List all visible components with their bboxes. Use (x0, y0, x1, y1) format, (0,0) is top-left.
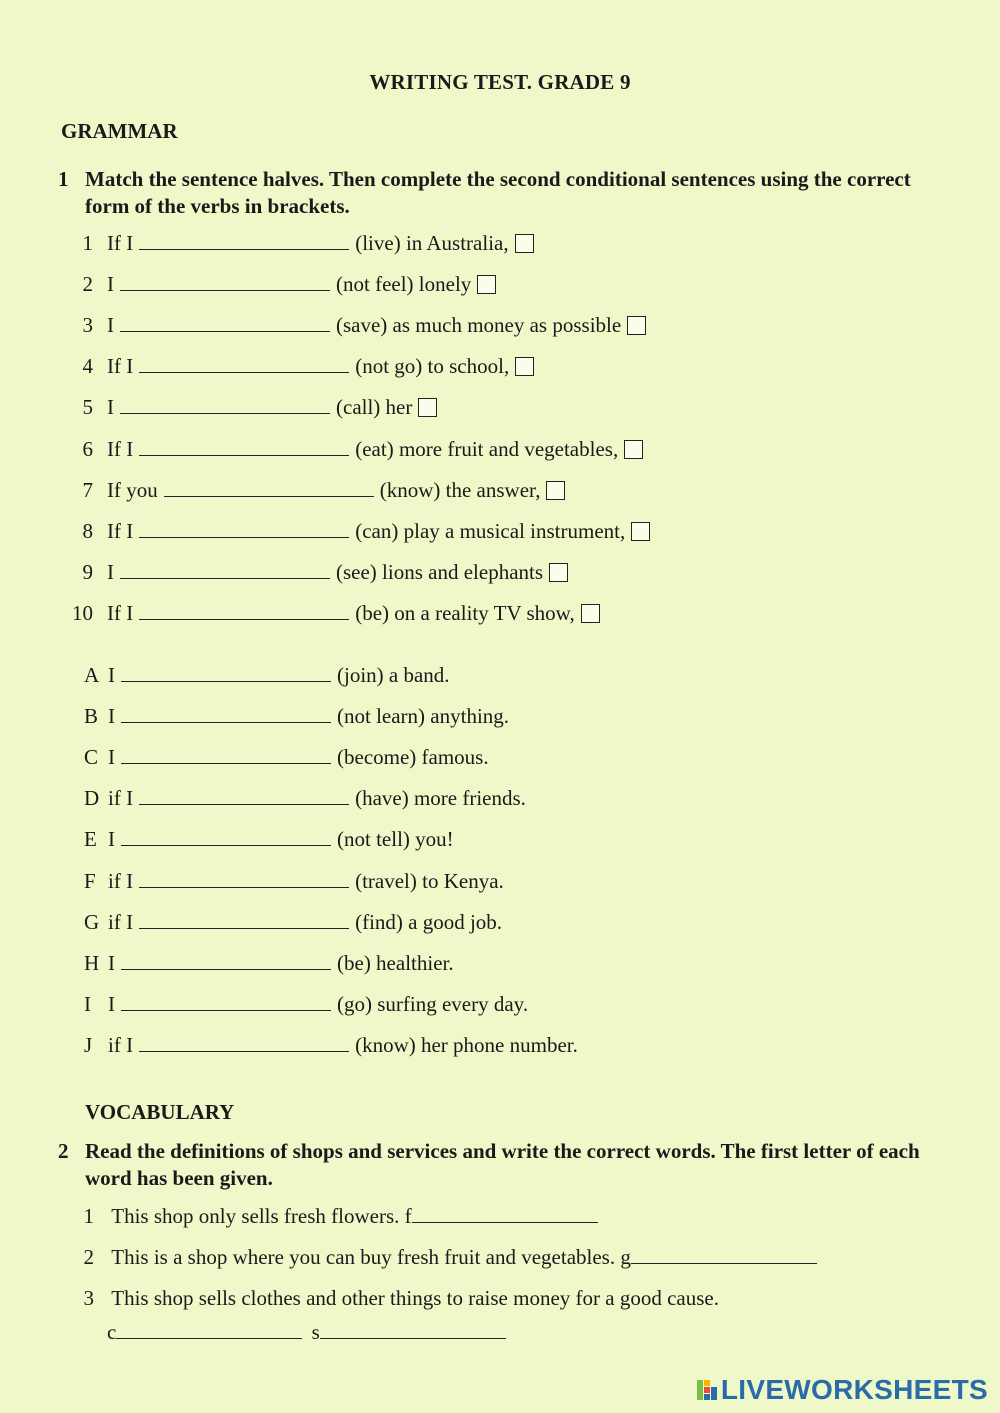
answer-blank[interactable] (320, 1318, 506, 1339)
item-number: 8 (82, 518, 93, 543)
item-letter: G (84, 909, 100, 934)
item-letter: B (84, 704, 99, 729)
sentence-first-half (66, 270, 496, 298)
first-letter: s (311, 1320, 320, 1344)
sentence-start: if I (108, 786, 134, 811)
verb-hint: (see) lions and elephants (336, 559, 544, 584)
verb-blank[interactable] (120, 558, 330, 579)
verb-blank[interactable] (121, 949, 331, 970)
item-letter: A (84, 663, 100, 687)
sentence-start: I (107, 395, 114, 420)
sentence-start: If I (107, 231, 134, 255)
verb-blank[interactable] (121, 702, 331, 723)
sentence-first-half (66, 435, 643, 463)
answer-blank[interactable] (412, 1202, 598, 1223)
item-text: This is a shop where you can buy fresh fruit and vegetables. g (111, 1245, 631, 1269)
sentence-first-half (66, 517, 650, 545)
verb-hint: (not feel) lonely (336, 272, 472, 297)
sentence-first-half (66, 599, 600, 627)
verb-blank[interactable] (121, 661, 331, 682)
verb-blank[interactable] (139, 867, 349, 888)
verb-hint: (know) the answer, (379, 477, 541, 502)
sentence-start: I (108, 704, 115, 729)
answer-blank[interactable] (116, 1318, 302, 1339)
verb-hint: (can) play a musical instrument, (355, 518, 626, 543)
sentence-start: I (107, 272, 114, 297)
verb-hint: (not learn) anything. (337, 704, 510, 729)
sentence-start: I (108, 827, 115, 852)
verb-blank[interactable] (139, 784, 349, 805)
verb-blank[interactable] (120, 270, 330, 291)
verb-blank[interactable] (120, 393, 330, 414)
verb-blank[interactable] (139, 1031, 349, 1052)
verb-hint: (not tell) you! (337, 827, 454, 852)
sentence-start: I (107, 313, 114, 338)
verb-hint: (be) healthier. (337, 950, 454, 975)
item-number: 10 (72, 600, 93, 625)
vocab-item-3-answers (107, 1318, 506, 1346)
item-letter: J (84, 1032, 93, 1057)
task-number: 2 (58, 1139, 69, 1163)
item-letter: H (84, 950, 100, 975)
vocab-item (82, 1284, 719, 1312)
sentence-second-half (84, 825, 454, 853)
task-text: Match the sentence halves. Then complete the second conditional sentences using the correct form of the verbs in brackets. (85, 167, 911, 218)
match-box[interactable] (631, 522, 650, 541)
vocabulary-heading: VOCABULARY (85, 1100, 235, 1124)
task-number: 1 (58, 167, 69, 191)
first-letter: c (107, 1320, 117, 1344)
match-box[interactable] (549, 563, 568, 582)
sentence-start: if I (108, 1032, 134, 1057)
verb-hint: (have) more friends. (355, 786, 526, 811)
item-number: 6 (82, 436, 93, 461)
sentence-second-half (84, 949, 454, 977)
item-number: 2 (83, 1245, 94, 1269)
match-box[interactable] (624, 440, 643, 459)
sentence-second-half (84, 1031, 578, 1059)
task-text: Read the definitions of shops and services and write the correct words. The first letter of each word has been given. (85, 1139, 920, 1190)
sentence-start: if I (108, 868, 134, 893)
match-box[interactable] (581, 604, 600, 623)
verb-hint: (be) on a reality TV show, (355, 600, 575, 625)
sentence-start: If I (107, 518, 134, 543)
match-box[interactable] (515, 234, 534, 253)
match-box[interactable] (515, 357, 534, 376)
sentence-first-half (66, 229, 534, 257)
match-box[interactable] (627, 316, 646, 335)
sentence-first-half (66, 352, 534, 380)
sentence-second-half (84, 784, 526, 812)
verb-hint: (find) a good job. (355, 909, 503, 934)
verb-blank[interactable] (164, 476, 374, 497)
grammar-instruction (58, 166, 958, 220)
verb-blank[interactable] (121, 990, 331, 1011)
sentence-first-half (66, 311, 646, 339)
item-letter: E (84, 827, 97, 852)
verb-blank[interactable] (139, 908, 349, 929)
verb-hint: (live) in Australia, (355, 231, 509, 255)
item-number: 1 (82, 231, 93, 255)
verb-blank[interactable] (139, 435, 349, 456)
item-letter: D (84, 786, 100, 811)
logo-icon (697, 1378, 719, 1402)
sentence-second-half (84, 661, 450, 689)
item-number: 3 (82, 313, 93, 338)
sentence-start: If I (107, 354, 134, 379)
verb-hint: (eat) more fruit and vegetables, (355, 436, 619, 461)
match-box[interactable] (546, 481, 565, 500)
answer-blank[interactable] (631, 1243, 817, 1264)
sentence-start: I (108, 991, 115, 1016)
sentence-first-half (66, 393, 437, 421)
sentence-start: If you (107, 477, 158, 502)
sentence-second-half (84, 743, 489, 771)
item-number: 2 (82, 272, 93, 297)
verb-blank[interactable] (139, 352, 349, 373)
sentence-start: I (108, 950, 115, 975)
item-text: This shop sells clothes and other things to raise money for a good cause. (111, 1286, 719, 1310)
verb-blank[interactable] (121, 825, 331, 846)
verb-hint: (call) her (336, 395, 413, 420)
sentence-first-half (66, 558, 568, 586)
vocab-item (82, 1243, 817, 1271)
item-letter: I (84, 991, 91, 1016)
item-number: 9 (82, 559, 93, 584)
verb-blank[interactable] (121, 743, 331, 764)
item-number: 4 (82, 354, 93, 379)
grammar-heading: GRAMMAR (61, 119, 178, 143)
sentence-second-half (84, 908, 502, 936)
logo-text: LIVEWORKSHEETS (720, 1374, 988, 1405)
verb-hint: (not go) to school, (355, 354, 510, 379)
verb-hint: (become) famous. (337, 745, 489, 770)
match-box[interactable] (418, 398, 437, 417)
vocabulary-instruction (58, 1138, 958, 1192)
sentence-start: I (107, 559, 114, 584)
liveworksheets-logo (697, 1374, 988, 1406)
verb-blank[interactable] (139, 599, 349, 620)
item-letter: C (84, 745, 99, 770)
verb-blank[interactable] (139, 229, 349, 250)
sentence-start: If I (107, 436, 134, 461)
item-number: 5 (82, 395, 93, 420)
verb-hint: (save) as much money as possible (336, 313, 622, 338)
sentence-start: if I (108, 909, 134, 934)
verb-blank[interactable] (139, 517, 349, 538)
sentence-second-half (84, 702, 509, 730)
vocab-item (82, 1202, 598, 1230)
item-number: 1 (83, 1204, 94, 1228)
item-number: 3 (83, 1286, 94, 1310)
sentence-second-half (84, 867, 504, 895)
verb-hint: (join) a band. (337, 663, 450, 687)
verb-hint: (travel) to Kenya. (355, 868, 504, 893)
item-letter: F (84, 868, 96, 893)
verb-hint: (know) her phone number. (355, 1032, 578, 1057)
sentence-start: If I (107, 600, 134, 625)
item-text: This shop only sells fresh flowers. f (111, 1204, 412, 1228)
item-number: 7 (82, 477, 93, 502)
verb-blank[interactable] (120, 311, 330, 332)
page-title: WRITING TEST. GRADE 9 (369, 70, 631, 94)
sentence-first-half (66, 476, 565, 504)
verb-hint: (go) surfing every day. (337, 991, 529, 1016)
match-box[interactable] (477, 275, 496, 294)
sentence-start: I (108, 663, 115, 687)
sentence-second-half (84, 990, 528, 1018)
sentence-start: I (108, 745, 115, 770)
